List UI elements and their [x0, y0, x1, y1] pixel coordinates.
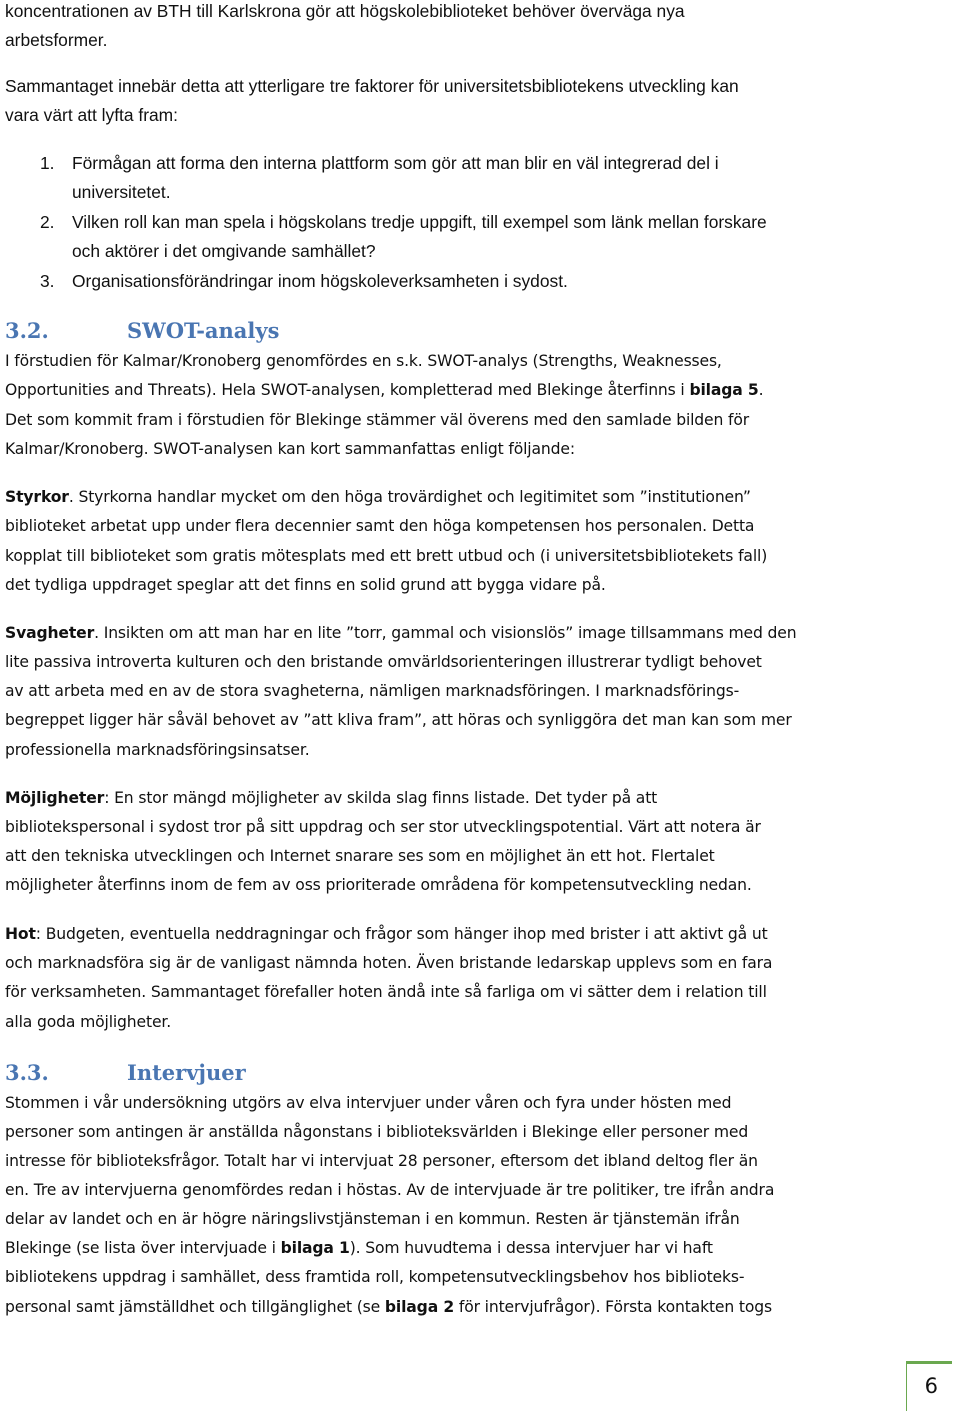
text-span: ). Som huvudtema i dessa intervjuer har vi haft: [349, 1239, 713, 1257]
paragraph-line: begreppet ligger här såväl behovet av ”att kliva fram”, att höras och synliggöra det man kan som mer: [5, 711, 792, 729]
paragraph-line: Kalmar/Kronoberg. SWOT-analysen kan kort sammanfattas enligt följande:: [5, 440, 575, 458]
list-number: 1.: [40, 153, 55, 173]
text-span: . Styrkorna handlar mycket om den höga trovärdighet och legitimitet som ”institutionen”: [68, 488, 751, 506]
text-span: : Budgeten, eventuella neddragningar och frågor som hänger ihop med brister i att aktivt gå ut: [35, 925, 768, 943]
text-span: Blekinge (se lista över intervjuade i: [5, 1239, 281, 1257]
paragraph-line: [5, 1296, 772, 1318]
paragraph-line: [5, 923, 768, 945]
section-heading-swot: [5, 318, 279, 344]
bold-text: Svagheter: [5, 624, 95, 642]
bold-text: bilaga 1: [280, 1239, 350, 1257]
paragraph-line: delar av landet och en är högre näringslivstjänsteman i en kommun. Resten är tjänstemän ifrån: [5, 1210, 740, 1228]
paragraph-line: Stommen i vår undersökning utgörs av elva intervjuer under våren och fyra under hösten med: [5, 1094, 732, 1112]
paragraph-line: för verksamheten. Sammantaget förefaller hoten ändå inte så farliga om vi sätter dem i relation till: [5, 983, 767, 1001]
paragraph-line: vara värt att lyfta fram:: [5, 105, 178, 125]
section-number: 3.3.: [5, 1060, 49, 1085]
paragraph-line: [5, 486, 751, 508]
text-span: för intervjufrågor). Första kontakten togs: [454, 1298, 772, 1316]
paragraph-line: I förstudien för Kalmar/Kronoberg genomfördes en s.k. SWOT-analys (Strengths, Weaknesses,: [5, 352, 722, 370]
list-item-text: och aktörer i det omgivande samhället?: [72, 241, 376, 261]
bold-text: Möjligheter: [5, 789, 105, 807]
paragraph-line: lite passiva introverta kulturen och den bristande omvärldsorienteringen illustrerar tydligt behovet: [5, 653, 762, 671]
paragraph-line: bibliotekens uppdrag i samhället, dess framtida roll, kompetensutvecklingsbehov hos biblioteks-: [5, 1268, 745, 1286]
section-title: SWOT-analys: [127, 318, 280, 343]
section-heading-intervjuer: [5, 1060, 246, 1086]
text-span: . Insikten om att man har en lite ”torr, gammal och visionslös” image tillsammans med den: [94, 624, 797, 642]
paragraph-line: personer som antingen är anställda någonstans i biblioteksvärlden i Blekinge eller personer med: [5, 1123, 749, 1141]
paragraph-line: kopplat till biblioteket som gratis mötesplats med ett brett utbud och (i universitetsbibliotekets fall): [5, 547, 768, 565]
paragraph-line: intresse för biblioteksfrågor. Totalt har vi intervjuat 28 personer, eftersom det ibland deltog fler än: [5, 1152, 758, 1170]
paragraph-line: [5, 622, 796, 644]
paragraph-line: koncentrationen av BTH till Karlskrona gör att högskolebiblioteket behöver överväga nya: [5, 1, 685, 21]
bold-text: Styrkor: [5, 488, 69, 506]
paragraph-line: [5, 1237, 713, 1259]
text-span: Opportunities and Threats). Hela SWOT-analysen, kompletterad med Blekinge återfinns i: [5, 381, 690, 399]
page-number: 6: [924, 1374, 938, 1398]
paragraph-line: bibliotekspersonal i sydost tror på sitt uppdrag och ser stor utvecklingspotential. Värt att notera är: [5, 818, 761, 836]
list-item-text: universitetet.: [72, 182, 171, 202]
list-number: 2.: [40, 212, 55, 232]
list-item-text: Förmågan att forma den interna plattform som gör att man blir en väl integrerad del i: [72, 153, 719, 173]
paragraph-line: en. Tre av intervjuerna genomfördes redan i höstas. Av de intervjuade är tre politiker, tre ifrån andra: [5, 1181, 775, 1199]
section-number: 3.2.: [5, 318, 49, 343]
list-item-text: Vilken roll kan man spela i högskolans tredje uppgift, till exempel som länk mellan forskare: [72, 212, 767, 232]
paragraph-line: professionella marknadsföringsinsatser.: [5, 741, 310, 759]
paragraph-line: alla goda möjligheter.: [5, 1013, 172, 1031]
paragraph-line: möjligheter återfinns inom de fem av oss prioriterade områdena för kompetensutveckling nedan.: [5, 876, 752, 894]
text-span: personal samt jämställdhet och tillgänglighet (se: [5, 1298, 385, 1316]
list-number: 3.: [40, 271, 55, 291]
bold-text: bilaga 5: [689, 381, 759, 399]
paragraph-line: [5, 787, 657, 809]
paragraph-line: [5, 379, 763, 401]
list-item-text: Organisationsförändringar inom högskoleverksamheten i sydost.: [72, 271, 568, 291]
paragraph-line: Sammantaget innebär detta att ytterligare tre faktorer för universitetsbibliotekens utveckling kan: [5, 76, 739, 96]
paragraph-line: och marknadsföra sig är de vanligast nämnda hoten. Även bristande ledarskap upplevs som en fara: [5, 954, 773, 972]
page-number-box: [906, 1361, 952, 1411]
paragraph-line: Det som kommit fram i förstudien för Blekinge stämmer väl överens med den samlade bilden för: [5, 411, 750, 429]
paragraph-line: att den tekniska utvecklingen och Internet snarare ses som en möjlighet än ett hot. Flertalet: [5, 847, 715, 865]
paragraph-line: det tydliga uppdraget speglar att det finns en solid grund att bygga vidare på.: [5, 576, 606, 594]
bold-text: bilaga 2: [384, 1298, 455, 1316]
text-span: .: [758, 381, 764, 399]
paragraph-line: biblioteket arbetat upp under flera decennier samt den höga kompetensen hos personalen. Detta: [5, 517, 755, 535]
text-span: : En stor mängd möjligheter av skilda slag finns listade. Det tyder på att: [104, 789, 658, 807]
section-title: Intervjuer: [127, 1060, 246, 1085]
paragraph-line: av att arbeta med en av de stora svagheterna, nämligen marknadsföringen. I marknadsförings-: [5, 682, 740, 700]
paragraph-line: arbetsformer.: [5, 30, 108, 50]
bold-text: Hot: [5, 925, 36, 943]
